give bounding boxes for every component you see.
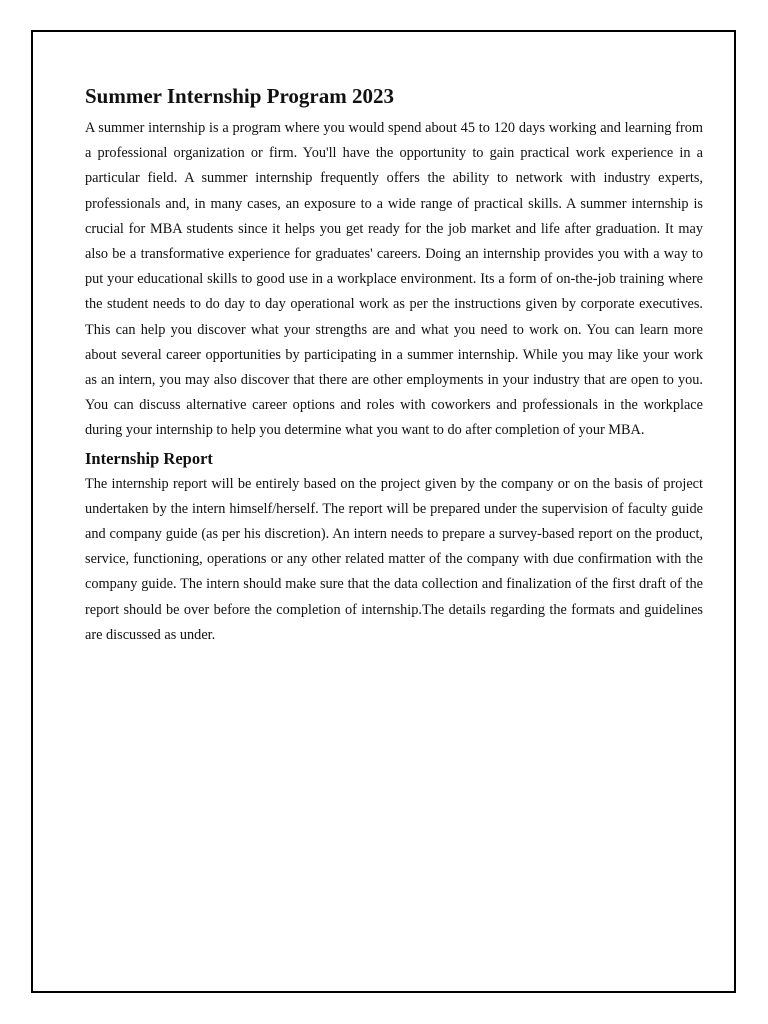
- page-title: Summer Internship Program 2023: [85, 84, 394, 108]
- section-heading-internship-report: Internship Report: [85, 448, 213, 468]
- report-paragraph: The internship report will be entirely based on the project given by the company or on the basis of project undertaken by the intern himself/herself. The report will be prepared under the supervision of faculty guide and company guide (as per his discretion). An intern needs to prepare a survey-based report on the product, service, functioning, operations or any other related matter of the company with due confirmation with the company guide. The intern should make sure that the data collection and finalization of the first draft of the report should be over before the completion of internship.The details regarding the formats and guidelines are discussed as under.: [85, 475, 703, 643]
- intro-paragraph: A summer internship is a program where you would spend about 45 to 120 days working and learning from a professional organization or firm. You'll have the opportunity to gain practical work experience in a particular field. A summer internship frequently offers the ability to network with industry experts, professionals and, in many cases, an exposure to a wide range of practical skills. A summer internship is crucial for MBA students since it helps you get ready for the job market and life after graduation. It may also be a transformative experience for graduates' careers. Doing an internship provides you with a way to put your educational skills to good use in a workplace environment. Its a form of on-the-job training where the student needs to do day to day operational work as per the instructions given by corporate executives. This can help you discover what your strengths are and what you need to work on. You can learn more about several career opportunities by participating in a summer internship. While you may like your work as an intern, you may also discover that there are other employments in your industry that are open to you. You can discuss alternative career options and roles with coworkers and professionals in the workplace during your internship to help you determine what you want to do after completion of your MBA.: [85, 120, 703, 439]
- document-body: [85, 82, 703, 648]
